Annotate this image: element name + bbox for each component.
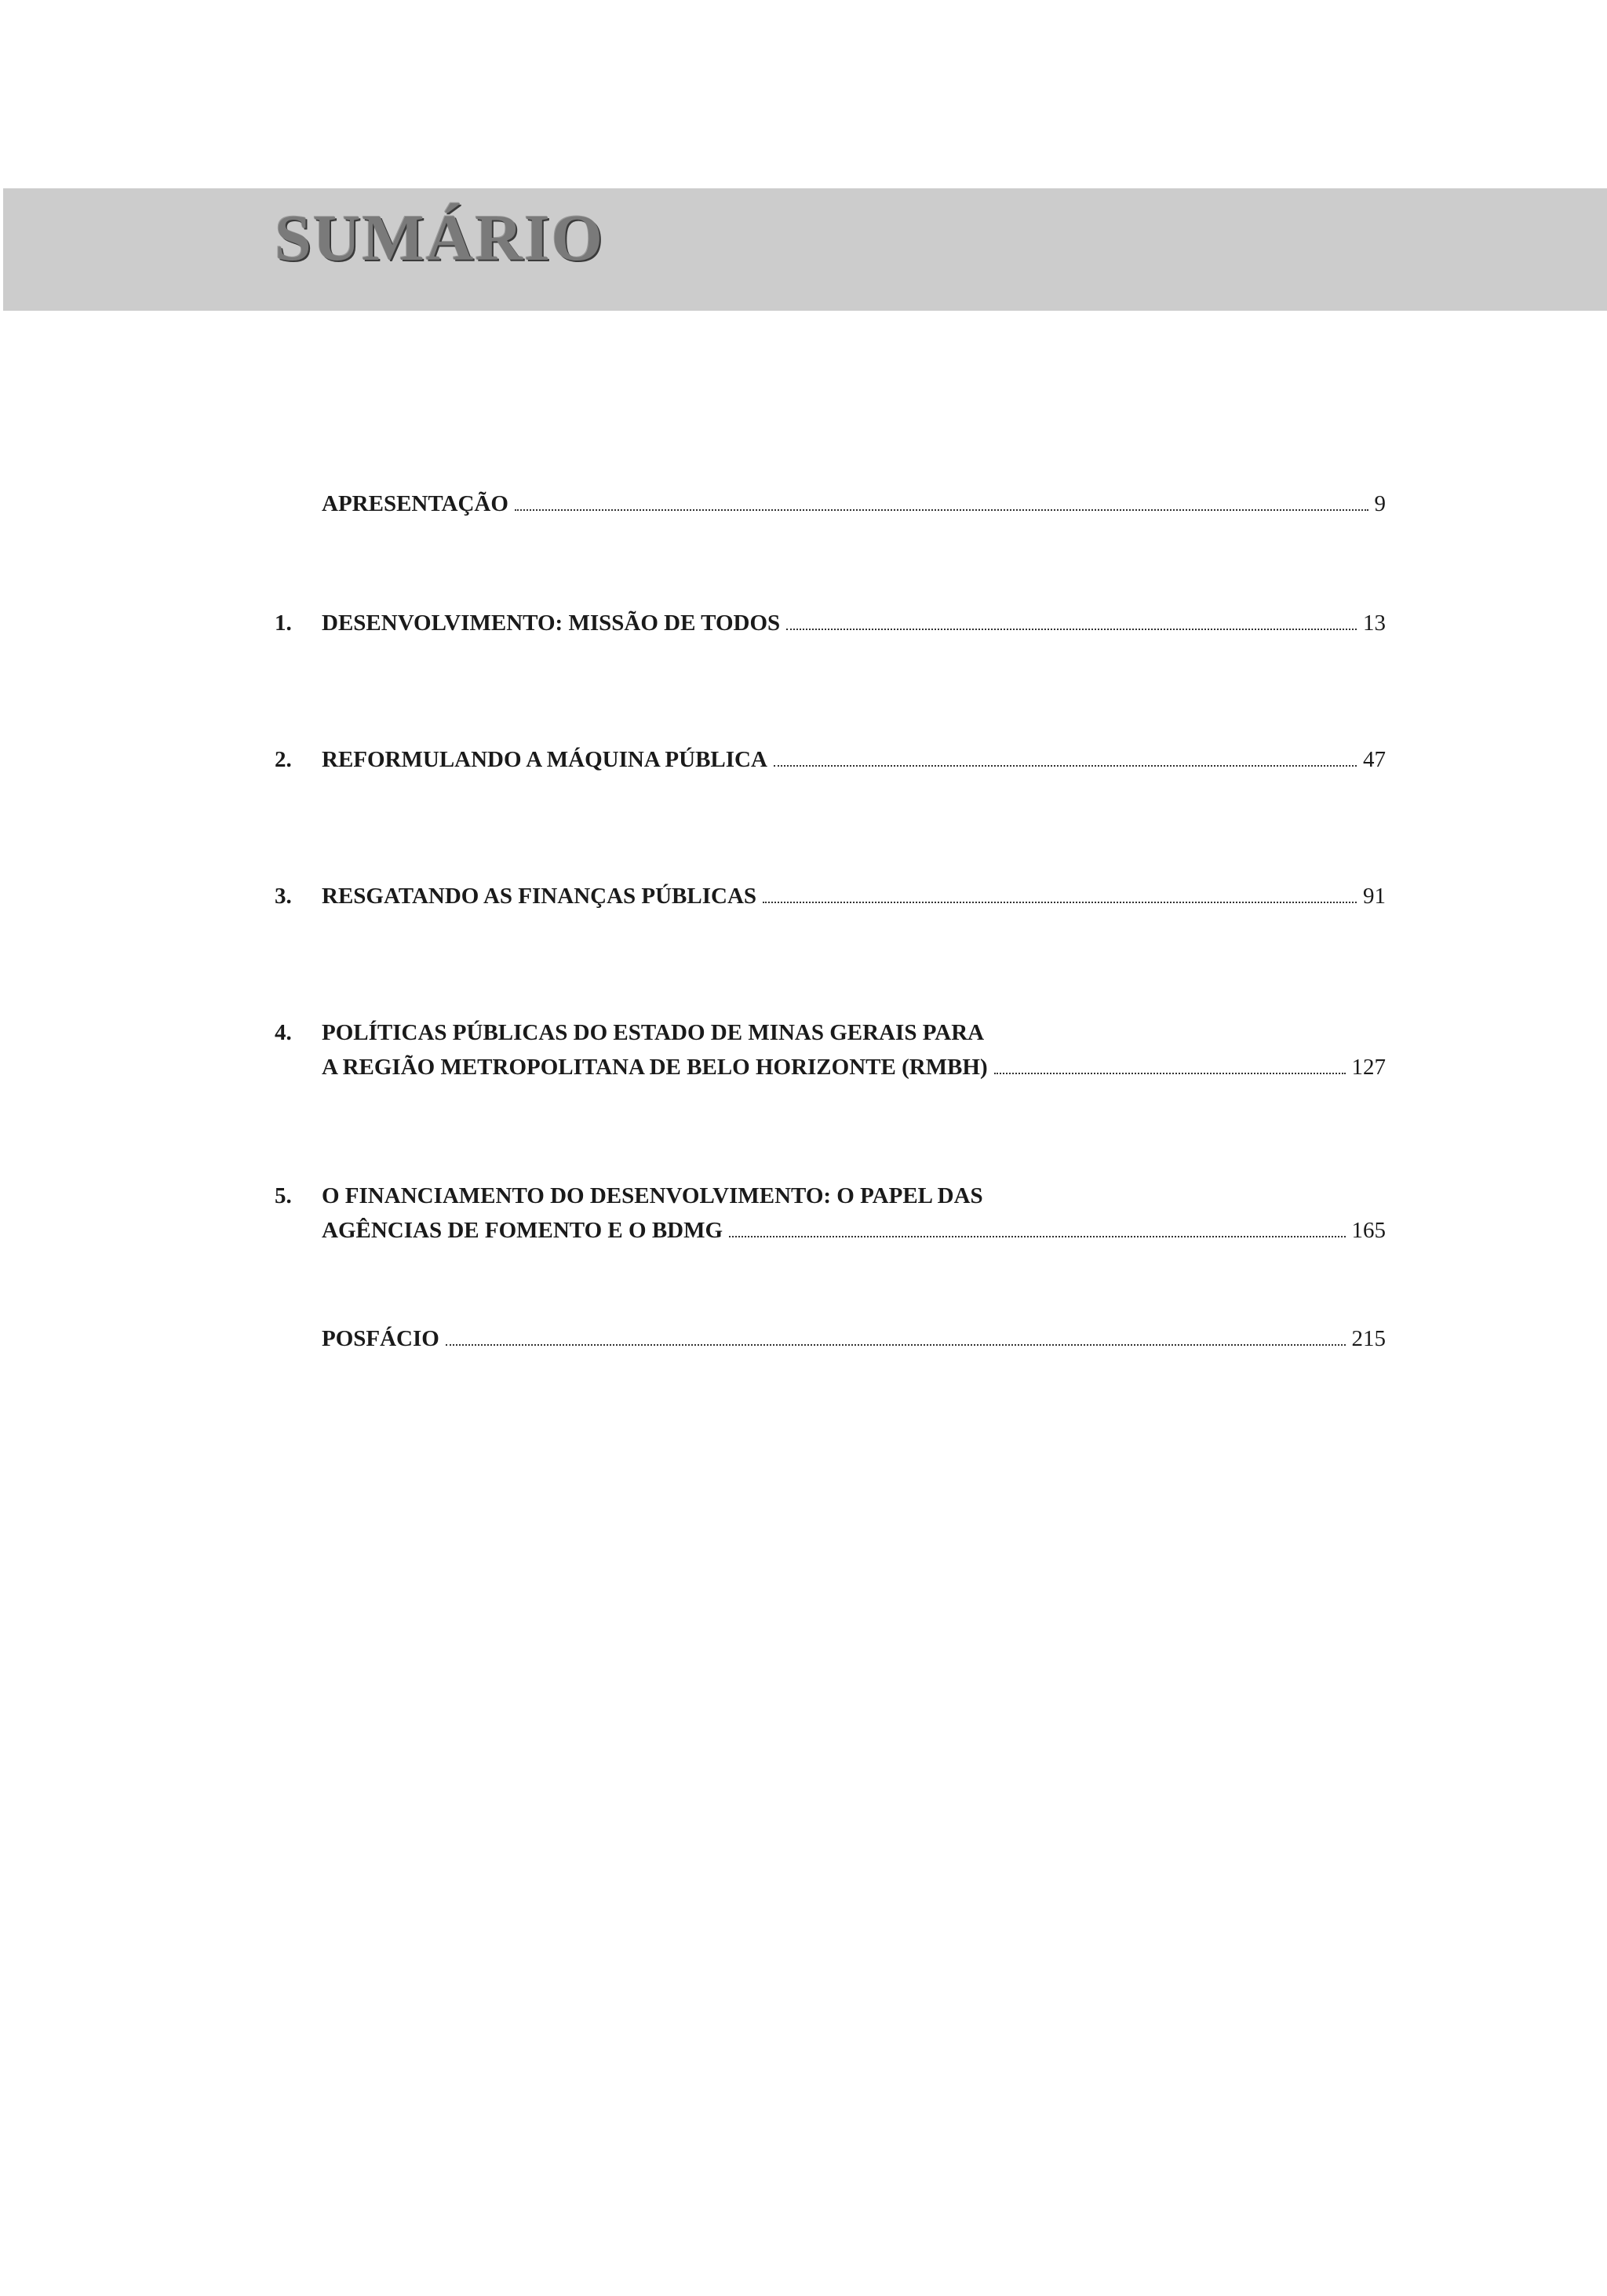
toc-page-number: 9 [1374, 491, 1386, 516]
toc-entry-chapter-1[interactable] [275, 606, 1386, 640]
toc-entry-number: 5. [275, 1183, 292, 1208]
dot-leader [763, 901, 1357, 903]
toc-entry-chapter-5[interactable] [275, 1179, 1386, 1248]
toc-entry-chapter-3[interactable] [275, 879, 1386, 913]
toc-entry-number: 2. [275, 747, 292, 772]
toc-entry-title: RESGATANDO AS FINANÇAS PÚBLICAS [322, 884, 757, 909]
toc-entry-number: 4. [275, 1020, 292, 1045]
toc-entry-number: 3. [275, 884, 292, 909]
dot-leader [515, 508, 1368, 511]
dot-leader [786, 628, 1357, 630]
toc-page-number: 91 [1363, 884, 1386, 909]
toc-page-number: 47 [1363, 747, 1386, 772]
toc-entry-chapter-2[interactable] [275, 742, 1386, 777]
toc-entry-title: POSFÁCIO [322, 1326, 439, 1351]
toc-entry-title-line-2: AGÊNCIAS DE FOMENTO E O BDMG [322, 1218, 723, 1243]
toc-page-number: 215 [1351, 1326, 1386, 1351]
toc-entry-title-line-2: A REGIÃO METROPOLITANA DE BELO HORIZONTE (RMBH) [322, 1055, 988, 1080]
toc-page-number: 127 [1351, 1055, 1386, 1080]
page-title: SUMÁRIO [275, 202, 605, 275]
dot-leader [774, 764, 1357, 767]
dot-leader [446, 1343, 1346, 1346]
dot-leader [729, 1235, 1345, 1237]
toc-entry-apresentacao[interactable] [275, 487, 1386, 521]
toc-entry-title-line-1: O FINANCIAMENTO DO DESENVOLVIMENTO: O PAPEL DAS [322, 1183, 983, 1208]
toc-page-number: 165 [1351, 1218, 1386, 1243]
toc-entry-number: 1. [275, 610, 292, 636]
toc-page-number: 13 [1363, 610, 1386, 636]
toc-entry-title: DESENVOLVIMENTO: MISSÃO DE TODOS [322, 610, 781, 636]
title-band [3, 188, 1607, 311]
dot-leader [994, 1072, 1346, 1074]
toc-entry-chapter-4[interactable] [275, 1015, 1386, 1084]
toc-entry-posfacio[interactable] [275, 1321, 1386, 1356]
toc-entry-title: APRESENTAÇÃO [322, 491, 508, 516]
toc-entry-title: REFORMULANDO A MÁQUINA PÚBLICA [322, 747, 767, 772]
toc-entry-title-line-1: POLÍTICAS PÚBLICAS DO ESTADO DE MINAS GERAIS PARA [322, 1020, 985, 1045]
